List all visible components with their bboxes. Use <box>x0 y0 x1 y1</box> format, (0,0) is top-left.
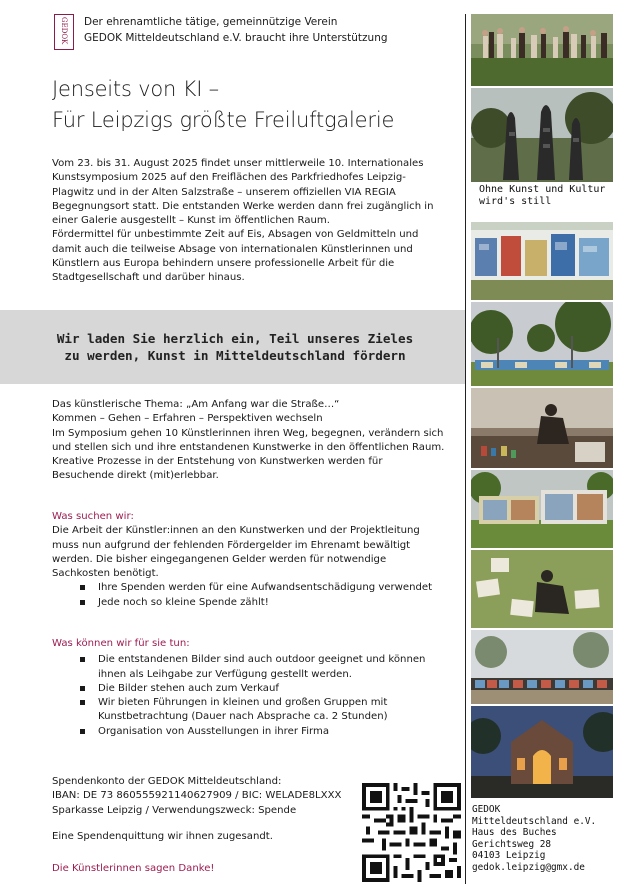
photo-sculptures <box>471 88 613 182</box>
intro-line: einer Galerie ausgestellt – Kunst im öffentlichen Raum. <box>52 215 330 227</box>
search-heading: Was suchen wir: <box>52 511 134 522</box>
theme-line: Besuchende direkt (mit)erlebbar. <box>52 470 219 482</box>
donation-receipt: Eine Spendenquittung wir ihnen zugesandt. <box>52 831 273 842</box>
bullet-item: Die Bilder stehen auch zum Verkauf <box>52 682 452 696</box>
page-title-line-1: Jenseits von KI – <box>52 77 219 101</box>
bullet-text: Die entstandenen Bilder sind auch outdoor geeignet und können <box>98 654 426 666</box>
contact-street: Gerichtsweg 28 <box>472 838 552 850</box>
qr-code <box>362 783 461 882</box>
offer-bullet-list <box>52 653 452 739</box>
invitation-line-2: zu werden, Kunst in Mitteldeutschland fördern <box>64 348 406 363</box>
bullet-text-continued: ihnen als Leihgabe zur Verfügung gestellt werden. <box>98 668 352 680</box>
header-line-2: GEDOK Mitteldeutschland e.V. braucht ihre Unterstützung <box>84 32 388 44</box>
bullet-item <box>52 653 452 682</box>
photo-outdoor-display <box>471 470 613 548</box>
offer-heading: Was können wir für sie tun: <box>52 638 190 649</box>
intro-line: damit auch die teilweise Absage von internationalen Künstlerinnen und <box>52 243 413 255</box>
photo-chapel-night <box>471 706 613 798</box>
bullet-text-continued: Kunstbetrachtung (Dauer nach Absprache ca. 2 Stunden) <box>98 711 388 723</box>
intro-line: Fördermittel für unbestimmte Zeit auf Eis, Absagen von Geldmitteln und <box>52 229 419 241</box>
page-title-line-2: Für Leipzigs größte Freiluftgalerie <box>52 108 395 132</box>
intro-paragraph <box>52 157 452 286</box>
contact-email[interactable]: gedok.leipzig@gmx.de <box>472 861 585 873</box>
donation-iban: IBAN: DE 73 860555921140627909 / BIC: WELADE8LXXX <box>52 790 342 802</box>
contact-building: Haus des Buches <box>472 827 557 839</box>
photo-artist-painting <box>471 388 613 468</box>
invitation-line-1: Wir laden Sie herzlich ein, Teil unseres Zieles <box>56 331 414 346</box>
thanks-line: Die Künstlerinnen sagen Danke! <box>52 863 215 874</box>
intro-line: Stadtgesellschaft und darüber hinaus. <box>52 272 245 284</box>
contact-org: GEDOK <box>472 804 501 815</box>
photo-park-gallery <box>471 302 613 386</box>
intro-line: Künstlern aus Europa behindern unsere professionelle Arbeit für die <box>52 258 395 270</box>
theme-line: Kreative Prozesse in der Entstehung von Kunstwerken werden für <box>52 456 383 468</box>
intro-line: Vom 23. bis 31. August 2025 findet unser mittlerweile 10. Internationales <box>52 158 424 169</box>
invitation-text <box>10 330 460 364</box>
bullet-text: Wir bieten Führungen in kleinen und großen Gruppen mit <box>98 697 388 709</box>
photo-paintings-tent <box>471 222 613 300</box>
photo-gallery-fence <box>471 630 613 704</box>
theme-line: Das künstlerische Thema: „Am Anfang war die Straße…“ <box>52 399 340 410</box>
header-line-1: Der ehrenamtliche tätige, gemeinnützige Verein <box>84 16 338 28</box>
search-bullet-list <box>52 581 452 610</box>
sidebar-caption: Ohne Kunst und Kultur wird's still <box>479 184 606 207</box>
theme-line: Im Symposium gehen 10 Künstlerinnen ihren Weg, begegnen, verändern sich <box>52 427 444 439</box>
bullet-item: Jede noch so kleine Spende zählt! <box>52 596 452 610</box>
donation-account-heading: Spendenkonto der GEDOK Mitteldeutschland: <box>52 776 282 787</box>
intro-line: Begegnungsort statt. Die entstanden Werke werden dann frei zugänglich in <box>52 200 434 212</box>
contact-org-name: Mitteldeutschland e.V. <box>472 815 597 827</box>
intro-line: Plagwitz und in der Alten Salzstraße – unserem offiziellen VIA REGIA <box>52 186 396 198</box>
search-line: muss nun aufgrund der fehlenden Fördergelder im Ehrenamt bewältigt <box>52 539 411 551</box>
contact-city: 04103 Leipzig <box>472 850 546 862</box>
gedok-logo <box>54 14 74 50</box>
search-line: Die Arbeit der Künstler:innen an den Kunstwerken und der Projektleitung <box>52 525 420 537</box>
bullet-item: Ihre Spenden werden für eine Aufwandsentschädigung verwendet <box>52 581 452 595</box>
bullet-item: Organisation von Ausstellungen in ihrer Firma <box>52 725 452 739</box>
search-line: Sachkosten benötigt. <box>52 568 159 580</box>
contact-block <box>472 804 622 874</box>
photo-crowd-garden <box>471 14 613 86</box>
theme-line: und stellen sich und ihre entstandenen Kunstwerke in den öffentlichen Raum. <box>52 441 445 453</box>
intro-line: Kunstsymposium 2025 auf den Freiflächen des Parkfriedhofes Leipzig- <box>52 172 406 184</box>
search-line: werden. Die bisher eingegangenen Gelder werden für notwendige <box>52 553 387 565</box>
search-section <box>52 510 452 610</box>
donation-bank: Sparkasse Leipzig / Verwendungszweck: Spende <box>52 804 297 816</box>
bullet-item <box>52 696 452 725</box>
theme-paragraph <box>52 398 452 484</box>
photo-artist-on-grass <box>471 550 613 628</box>
column-divider <box>465 14 466 884</box>
theme-line: Kommen – Gehen – Erfahren – Perspektiven wechseln <box>52 413 323 425</box>
logo-lettering: GEDOK <box>60 17 68 45</box>
offer-section <box>52 637 452 739</box>
